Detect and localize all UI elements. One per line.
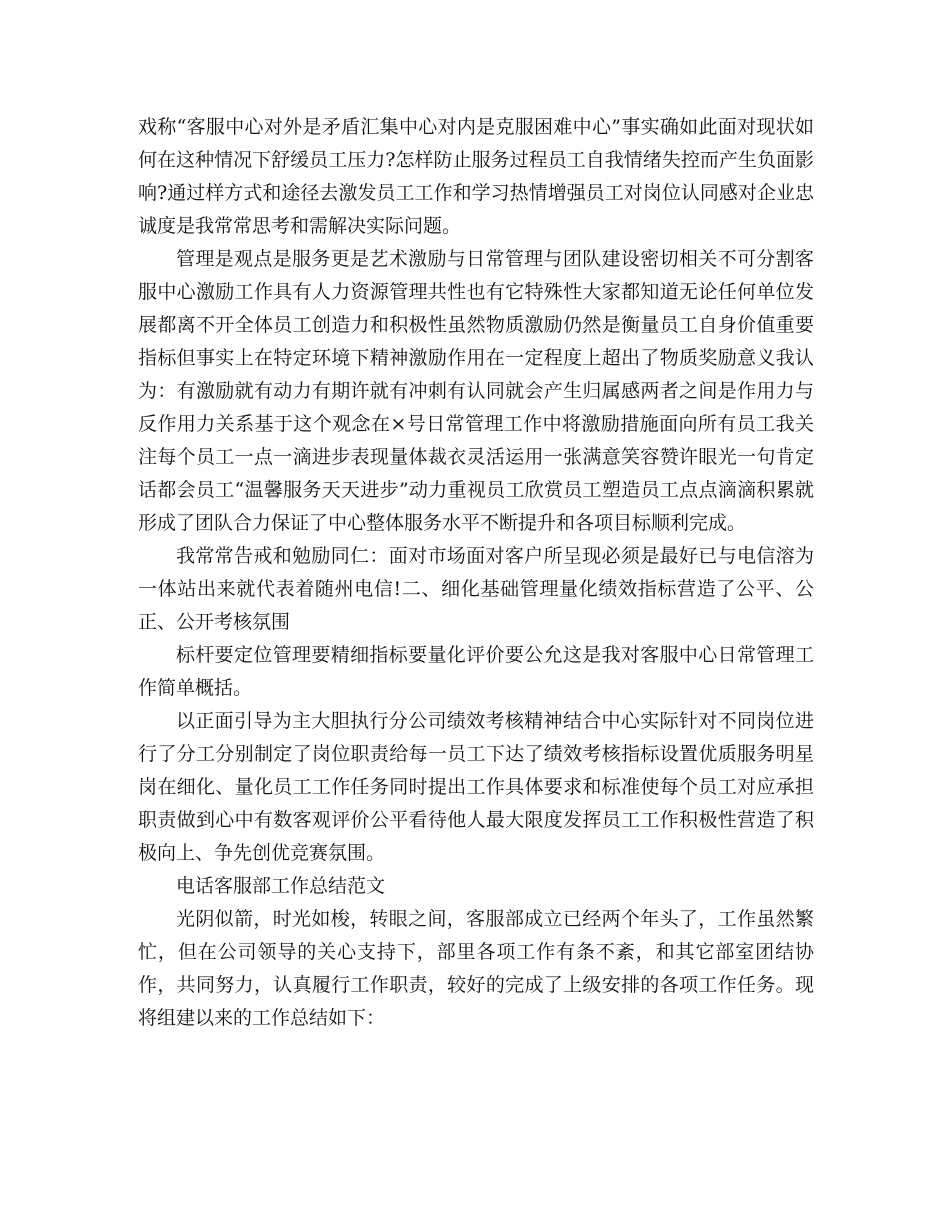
paragraph-3: 我常常告戒和勉励同仁：面对市场面对客户所呈现必须是最好已与电信溶为一体站出来就代表着随州电信!二、细化基础管理量化绩效指标营造了公平、公正、公开考核氛围: [138, 545, 814, 633]
paragraph-5: 以正面引导为主大胆执行分公司绩效考核精神结合中心实际针对不同岗位进行了分工分别制定了岗位职责给每一员工下达了绩效考核指标设置优质服务明星岗在细化、量化员工工作任务同时提出工作具体要求和标准使每个员工对应承担职责做到心中有数客观评价公平看待他人最大限度发挥员工工作积极性营造了积极向上、争先创优竞赛氛围。: [138, 710, 814, 864]
section-heading: 电话客服部工作总结范文: [176, 875, 386, 897]
paragraph-1: 戏称“客服中心对外是矛盾汇集中心对内是克服困难中心”事实确如此面对现状如何在这种情况下舒缓员工压力?怎样防止服务过程员工自我情绪失控而产生负面影响?通过样方式和途径去激发员工工作和学习热情增强员工对岗位认同感对企业忠诚度是我常常思考和需解决实际问题。: [138, 116, 814, 237]
paragraph-6: 光阴似箭，时光如梭，转眼之间，客服部成立已经两个年头了，工作虽然繁忙，但在公司领导的关心支持下，部里各项工作有条不紊，和其它部室团结协作，共同努力，认真履行工作职责，较好的完成了上级安排的各项工作任务。现将组建以来的工作总结如下：: [138, 908, 814, 1029]
paragraph-2: 管理是观点是服务更是艺术激励与日常管理与团队建设密切相关不可分割客服中心激励工作具有人力资源管理共性也有它特殊性大家都知道无论任何单位发展都离不开全体员工创造力和积极性虽然物质激励仍然是衡量员工自身价值重要指标但事实上在特定环境下精神激励作用在一定程度上超出了物质奖励意义我认为：有激励就有动力有期许就有冲刺有认同就会产生归属感两者之间是作用力与反作用力关系基于这个观念在×号日常管理工作中将激励措施面向所有员工我关注每个员工一点一滴进步表现量体裁衣灵活运用一张满意笑容赞许眼光一句肯定话都会员工“温馨服务天天进步”动力重视员工欣赏员工塑造员工点点滴滴积累就形成了团队合力保证了中心整体服务水平不断提升和各项目标顺利完成。: [138, 248, 814, 534]
paragraph-4: 标杆要定位管理要精细指标要量化评价要公允这是我对客服中心日常管理工作简单概括。: [138, 644, 814, 699]
document-body: [138, 111, 814, 1035]
